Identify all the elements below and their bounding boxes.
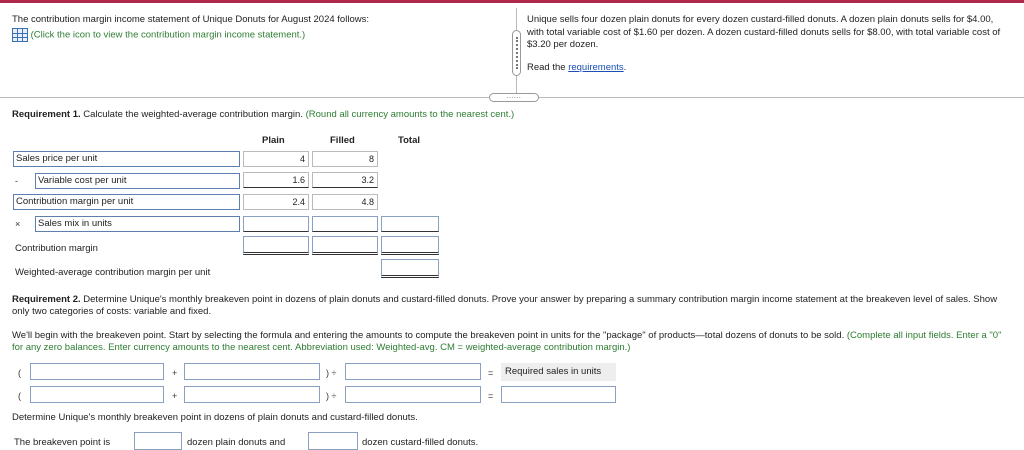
sales-mix-plain[interactable] [243,216,309,232]
formula-equals-1: = [488,368,494,378]
multiply-sign: × [15,219,21,229]
formula-divide-1: ) ÷ [326,368,337,378]
contribution-margin-filled[interactable] [312,236,378,255]
breakeven-plain-input[interactable] [134,432,182,450]
formula-divide-2: ) ÷ [326,391,337,401]
determine-text: Determine Unique's monthly breakeven point in dozens of plain donuts and custard-filled donuts. [12,412,418,423]
horizontal-resize-handle[interactable]: ...... [489,93,539,102]
formula-input-2a[interactable] [30,386,164,403]
header-total: Total [398,135,420,146]
filled-suffix: dozen custard-filled donuts. [362,437,479,448]
read-requirements: Read the requirements. [527,62,627,73]
intro-text: The contribution margin income statement of Unique Donuts for August 2024 follows: [12,14,369,25]
table-icon[interactable] [12,28,28,42]
weighted-avg-label: Weighted-average contribution margin per unit [15,267,211,278]
formula-plus-1: + [172,368,178,378]
variable-cost-filled[interactable]: 3.2 [312,172,378,188]
cm-per-unit-label[interactable]: Contribution margin per unit [13,194,240,210]
statement-icon-link[interactable] [12,28,502,42]
sales-mix-filled[interactable] [312,216,378,232]
contribution-margin-plain[interactable] [243,236,309,255]
breakeven-filled-input[interactable] [308,432,358,450]
formula-plus-2: + [172,391,178,401]
contribution-margin-total[interactable] [381,236,439,255]
problem-description: Unique sells four dozen plain donuts for every dozen custard-filled donuts. A dozen plain donuts sells for $4.00, with total variable cost of $1.60 per dozen. A dozen custard-filled donuts sells for $8.00, with total variable cost of $3.20 per dozen. [527,14,1001,50]
required-sales-input[interactable] [501,386,616,403]
formula-select-1c[interactable] [345,363,481,380]
variable-cost-plain[interactable]: 1.6 [243,172,309,188]
formula-input-2c[interactable] [345,386,481,403]
variable-cost-label[interactable]: Variable cost per unit [35,173,240,189]
sales-price-plain[interactable]: 4 [243,151,309,167]
sales-mix-label[interactable]: Sales mix in units [35,216,240,232]
breakeven-prefix: The breakeven point is [14,437,111,448]
formula-open-paren-2: ( [18,391,21,401]
sales-price-label[interactable]: Sales price per unit [13,151,240,167]
cm-per-unit-plain[interactable]: 2.4 [243,194,309,210]
weighted-avg-total[interactable] [381,259,439,278]
statement-link-text[interactable]: (Click the icon to view the contribution margin income statement.) [30,29,306,41]
formula-select-1a[interactable] [30,363,164,380]
sales-price-filled[interactable]: 8 [312,151,378,167]
top-accent-bar [0,0,1024,3]
contribution-margin-label: Contribution margin [15,243,98,254]
req2-instructions: We'll begin with the breakeven point. Start by selecting the formula and entering the amounts to compute the breakeven point in units for the "package" of products—total dozens of donuts to be sold. (Complete all input fields. Enter a "0" for any zero balances. Enter currency amounts to the nearest cent. Abbreviation used: Weighted-avg. CM = weighted-average contribution margin.) [12,330,1002,353]
formula-open-paren-1: ( [18,368,21,378]
required-sales-label: Required sales in units [501,363,616,381]
formula-equals-2: = [488,391,494,401]
requirements-link[interactable]: requirements [568,62,624,73]
minus-sign: - [15,176,18,186]
req1-heading: Requirement 1. Calculate the weighted-average contribution margin. (Round all currency amounts to the nearest cent.) [12,109,515,120]
header-plain: Plain [262,135,285,146]
header-filled: Filled [330,135,355,146]
sales-mix-total[interactable] [381,216,439,232]
cm-per-unit-filled[interactable]: 4.8 [312,194,378,210]
formula-input-2b[interactable] [184,386,320,403]
req2-heading: Requirement 2. Determine Unique's monthly breakeven point in dozens of plain donuts and custard-filled donuts. Prove your answer by preparing a summary contribution margin income statement at the breakeven level of sales. Show only two categories of costs: variable and fixed. [12,294,998,317]
plain-suffix: dozen plain donuts and [187,437,286,448]
formula-select-1b[interactable] [184,363,320,380]
vertical-resize-handle[interactable] [512,30,521,76]
